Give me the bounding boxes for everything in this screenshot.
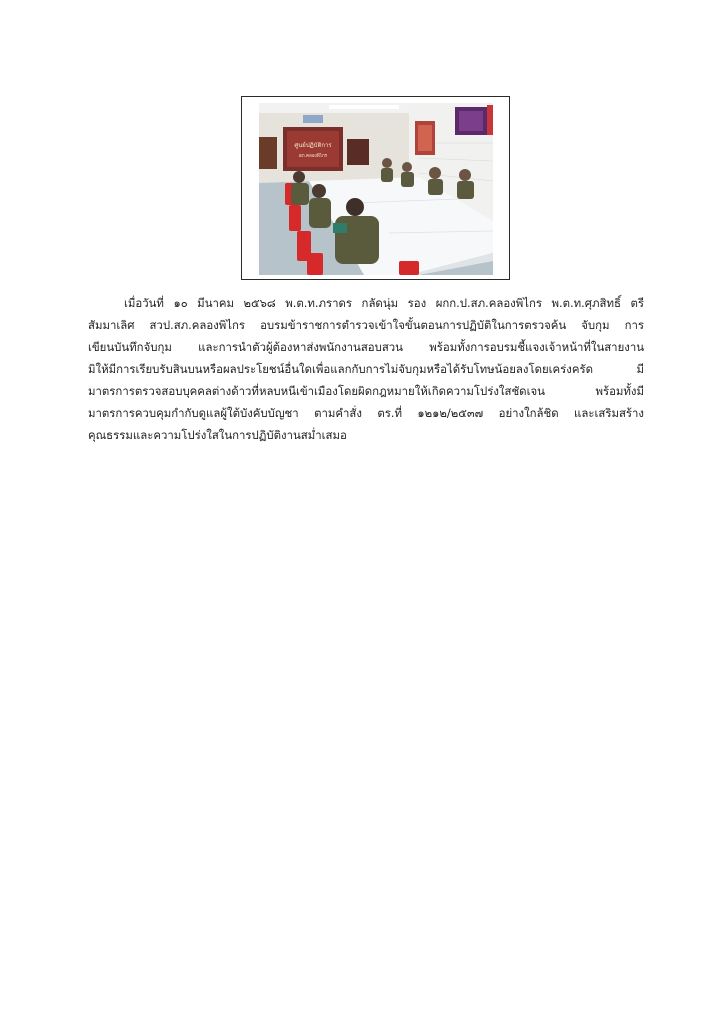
paragraph-line: มาตรการควบคุมกำกับดูแลผู้ใต้บังคับบัญชา ตามคำสั่ง ตร.ที่ ๑๒๑๒/๒๕๓๗ อย่างใกล้ชิด และเสริมสร้าง: [88, 406, 644, 420]
paragraph-line: สัมมาเลิศ สวป.สภ.คลองพิไกร อบรมข้าราชการตำรวจเข้าใจขั้นตอนการปฏิบัติในการตรวจค้น จับกุม การ: [88, 318, 644, 332]
body-paragraph: [88, 292, 644, 446]
photo-sign-subtitle: สภ.คลองพิไกร: [298, 154, 328, 159]
paragraph-line: มาตรการตรวจสอบบุคคลต่างด้าวที่หลบหนีเข้าเมืองโดยผิดกฎหมายให้เกิดความโปร่งใสชัดเจน พร้อมทั้งมี: [88, 384, 644, 398]
meeting-photo: [259, 103, 493, 275]
paragraph-line: คุณธรรมและความโปร่งใสในการปฏิบัติงานสม่ำเสมอ: [88, 428, 347, 442]
paragraph-line: มิให้มีการเรียบรับสินบนหรือผลประโยชน์อื่นใดเพื่อแลกกับการไม่จับกุมหรือได้รับโทษน้อยลงโดยเคร่งครัด มี: [88, 362, 644, 376]
paragraph-line: เขียนบันทึกจับกุม และการนำตัวผู้ต้องหาส่งพนักงานสอบสวน พร้อมทั้งการอบรมชี้แจงเจ้าหน้าที่ในสายงาน: [88, 340, 644, 354]
photo-frame: [241, 96, 510, 280]
paragraph-line: เมื่อวันที่ ๑๐ มีนาคม ๒๕๖๘ พ.ต.ท.ภราดร กลัดนุ่ม รอง ผกก.ป.สภ.คลองพิไกร พ.ต.ท.ศุภสิทธิ์ ตรี: [124, 296, 644, 310]
meeting-room-image: [259, 103, 493, 275]
photo-sign-title: ศูนย์ปฏิบัติการ: [294, 142, 332, 149]
